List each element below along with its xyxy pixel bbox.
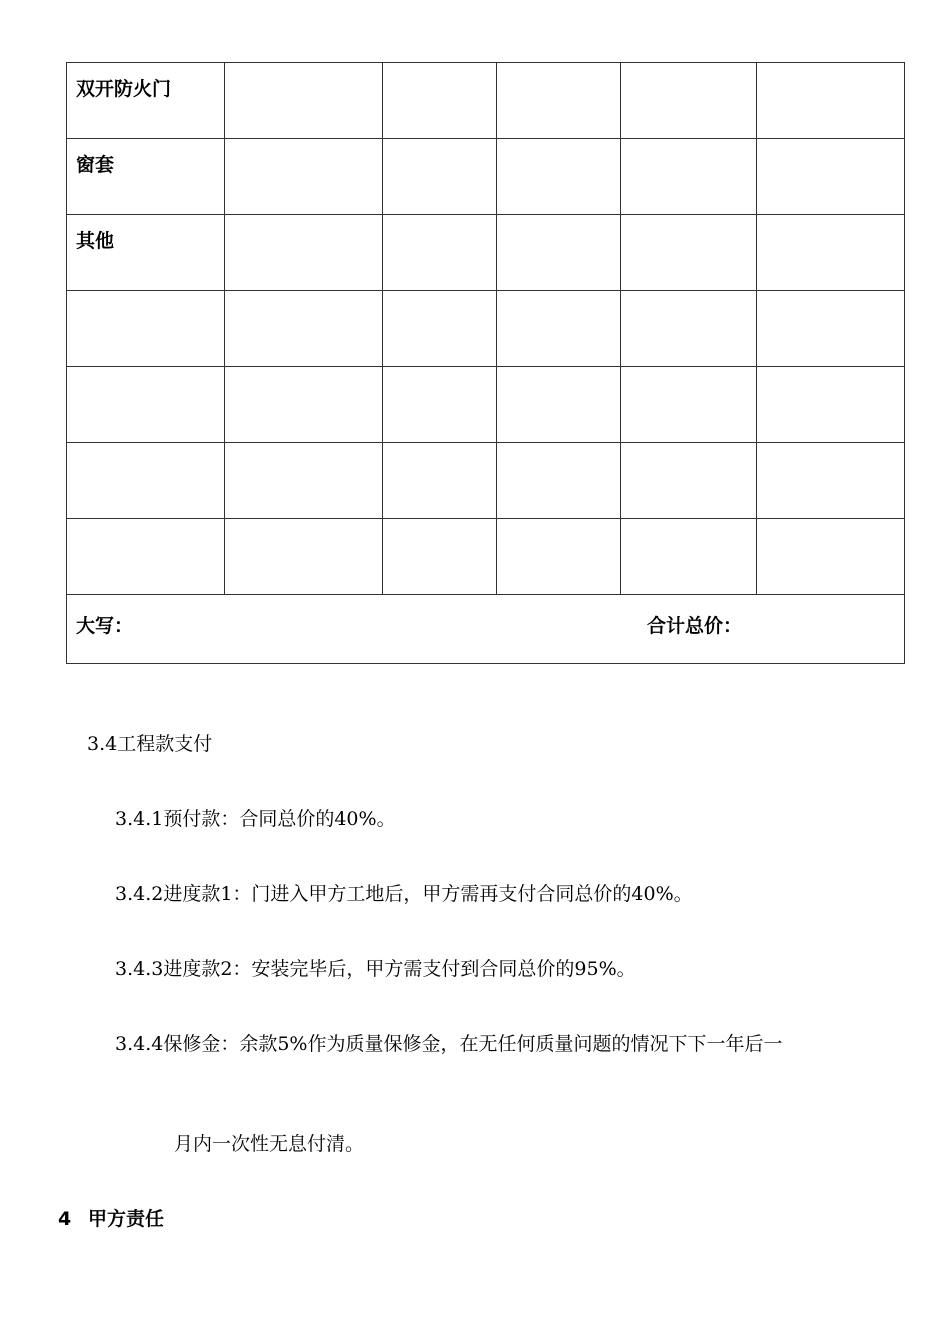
table-cell [225, 215, 383, 291]
table-cell [757, 215, 905, 291]
row-label [67, 443, 224, 457]
table-cell [497, 367, 621, 443]
table-cell-label [67, 443, 225, 519]
table-row [67, 291, 905, 367]
table-cell [383, 443, 497, 519]
table-cell [757, 291, 905, 367]
table-cell [621, 519, 757, 595]
row-label [67, 519, 224, 533]
table-cell [225, 519, 383, 595]
table-cell [383, 291, 497, 367]
section-title: 3.4工程款支付 [87, 733, 213, 755]
pricing-table [66, 62, 905, 664]
row-label: 双开防火门 [76, 78, 172, 100]
table-cell-label [67, 215, 225, 291]
section-number: 4 [58, 1208, 72, 1230]
table-cell-label [67, 139, 225, 215]
table-cell-label [67, 367, 225, 443]
row-label [67, 291, 224, 305]
row-label [67, 367, 224, 381]
table-row [67, 519, 905, 595]
payment-item: 3.4.1预付款：合同总价的40%。 [115, 808, 396, 830]
table-cell [383, 63, 497, 139]
table-cell [497, 63, 621, 139]
table-cell [757, 139, 905, 215]
total-cell [67, 595, 905, 664]
section-heading [58, 1207, 164, 1231]
table-cell [757, 367, 905, 443]
payment-item: 3.4.4保修金：余款5%作为质量保修金，在无任何质量问题的情况下下一年后一 [115, 1033, 783, 1055]
table-cell [757, 63, 905, 139]
uppercase-amount-label: 大写： [76, 615, 134, 637]
table-cell [621, 215, 757, 291]
table-cell [383, 367, 497, 443]
table-cell [621, 443, 757, 519]
table-cell [497, 519, 621, 595]
section-heading-title: 甲方责任 [88, 1208, 165, 1230]
table-cell-label [67, 519, 225, 595]
table-cell [757, 519, 905, 595]
total-row [67, 595, 905, 664]
table-cell [383, 139, 497, 215]
table-row [67, 443, 905, 519]
payment-item: 3.4.3进度款2：安装完毕后，甲方需支付到合同总价的95%。 [115, 958, 636, 980]
row-label: 其他 [76, 230, 115, 252]
table-cell [621, 291, 757, 367]
table-cell [497, 215, 621, 291]
table-cell [497, 291, 621, 367]
table-cell [497, 139, 621, 215]
table-cell [225, 443, 383, 519]
table-cell [225, 139, 383, 215]
table-row [67, 139, 905, 215]
table-row [67, 367, 905, 443]
table-cell [383, 519, 497, 595]
table-cell-label [67, 291, 225, 367]
table-cell [225, 291, 383, 367]
total-price-label: 合计总价： [647, 615, 743, 637]
table-row [67, 215, 905, 291]
table-cell [225, 63, 383, 139]
table-cell [225, 367, 383, 443]
table-cell [757, 443, 905, 519]
table-cell [621, 139, 757, 215]
table-cell-label [67, 63, 225, 139]
payment-item-continuation: 月内一次性无息付清。 [174, 1133, 365, 1155]
table-cell [621, 367, 757, 443]
table-cell [621, 63, 757, 139]
table-cell [383, 215, 497, 291]
table-row [67, 63, 905, 139]
payment-item: 3.4.2进度款1：门进入甲方工地后，甲方需再支付合同总价的40%。 [115, 883, 693, 905]
row-label: 窗套 [76, 154, 115, 176]
table-cell [497, 443, 621, 519]
